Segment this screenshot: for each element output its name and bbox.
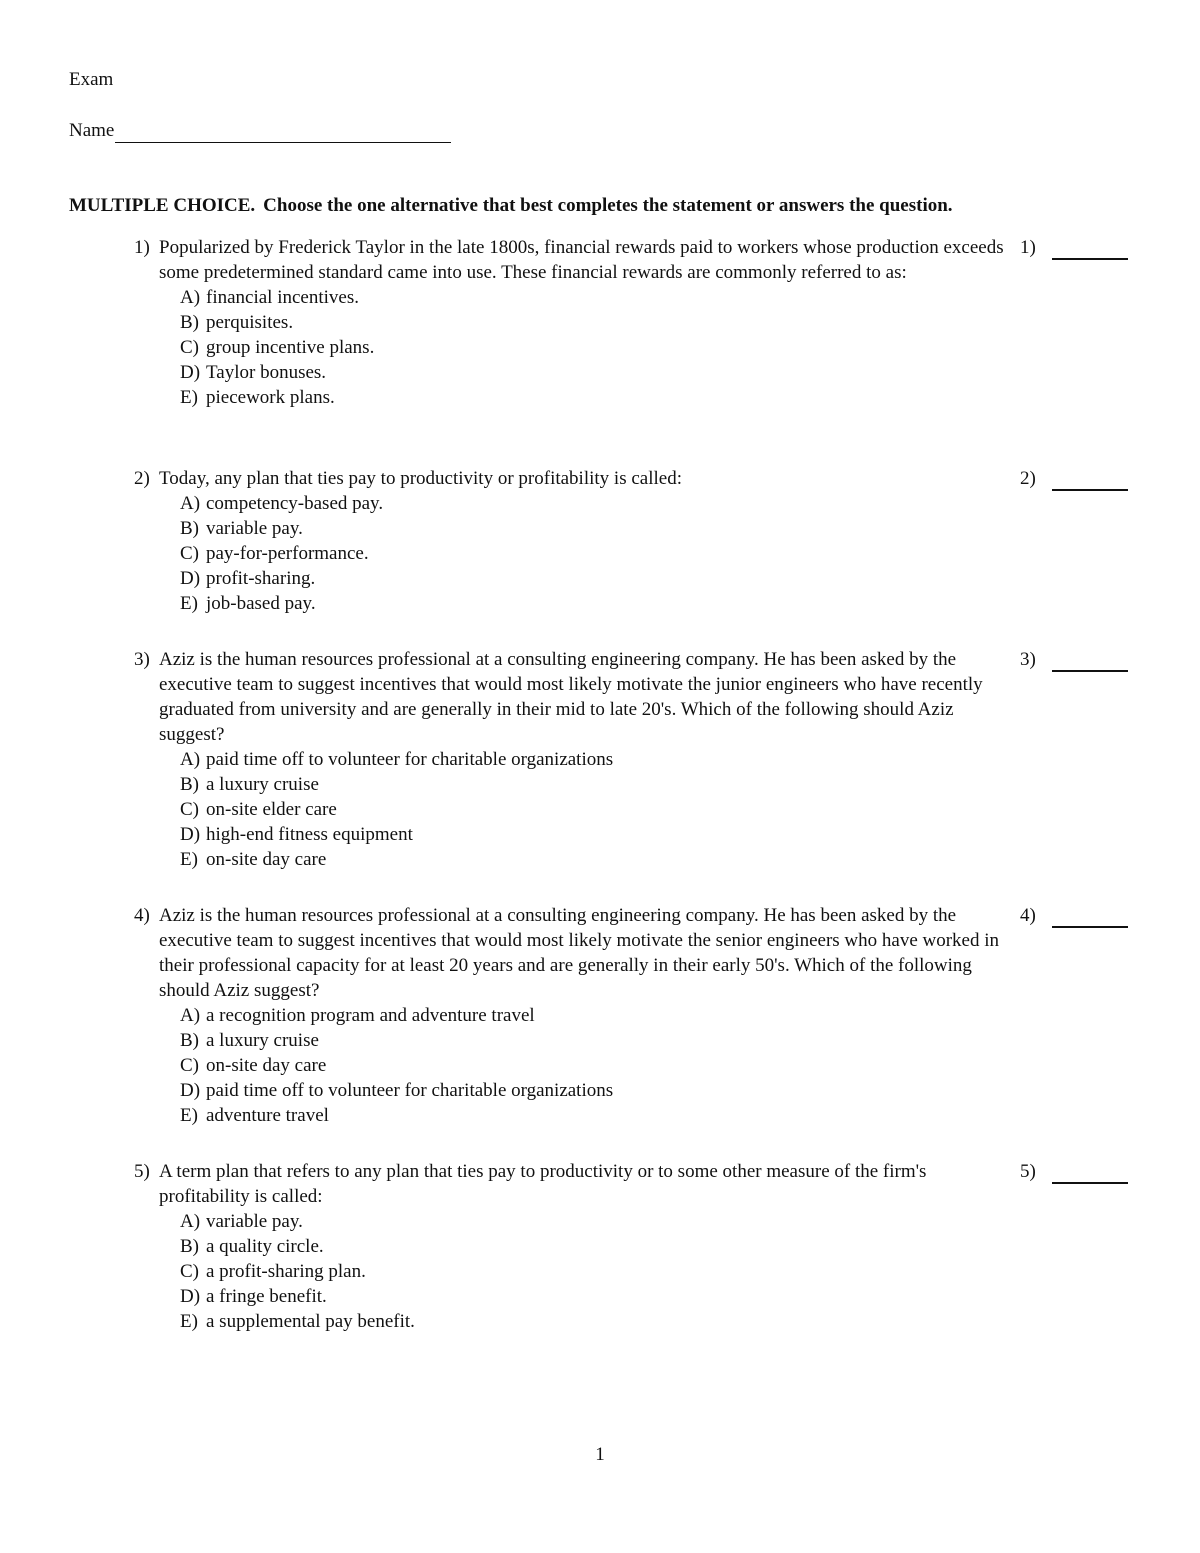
option-a[interactable] xyxy=(180,1003,1134,1028)
option-letter: A) xyxy=(180,493,201,514)
option-c[interactable] xyxy=(180,335,1134,360)
option-b[interactable] xyxy=(180,1234,1134,1259)
option-text: Taylor bonuses. xyxy=(206,362,327,383)
options-list xyxy=(180,747,1134,872)
option-letter: A) xyxy=(180,287,201,308)
option-text: variable pay. xyxy=(206,1211,303,1232)
question-5-stem xyxy=(134,1159,1019,1209)
option-letter: C) xyxy=(180,543,199,564)
option-e[interactable] xyxy=(180,385,1134,410)
option-text: paid time off to volunteer for charitable organizations xyxy=(206,749,614,770)
option-e[interactable] xyxy=(180,1103,1134,1128)
option-letter: C) xyxy=(180,337,199,358)
instructions xyxy=(69,193,953,218)
option-c[interactable] xyxy=(180,1053,1134,1078)
answer-slot-number: 4) xyxy=(1020,905,1036,926)
option-d[interactable] xyxy=(180,1284,1134,1309)
answer-slot-4[interactable] xyxy=(1020,903,1130,928)
option-text: competency-based pay. xyxy=(206,493,384,514)
option-letter: B) xyxy=(180,774,199,795)
options-list xyxy=(180,285,1134,410)
exam-title: Exam xyxy=(69,69,114,90)
option-letter: E) xyxy=(180,593,198,614)
answer-slot-3[interactable] xyxy=(1020,647,1130,672)
question-3-stem xyxy=(134,647,1019,747)
question-1-stem xyxy=(134,235,1019,285)
question-text: Aziz is the human resources professional at a consulting engineering company. He has been asked by the executive team to suggest incentives that would most likely motivate the senior engineers who have worked in their professional capacity for at least 20 years and are generally in their early 50's. Which of the following should Aziz suggest? xyxy=(159,905,1000,1001)
option-letter: E) xyxy=(180,387,198,408)
option-text: perquisites. xyxy=(206,312,294,333)
instructions-lead: MULTIPLE CHOICE. xyxy=(69,195,256,216)
option-text: profit-sharing. xyxy=(206,568,316,589)
options-list xyxy=(180,1003,1134,1128)
option-a[interactable] xyxy=(180,747,1134,772)
option-c[interactable] xyxy=(180,541,1134,566)
option-letter: C) xyxy=(180,799,199,820)
question-3 xyxy=(134,647,1134,872)
option-letter: A) xyxy=(180,749,201,770)
option-d[interactable] xyxy=(180,822,1134,847)
options-list xyxy=(180,491,1134,616)
option-text: high-end fitness equipment xyxy=(206,824,413,845)
option-c[interactable] xyxy=(180,797,1134,822)
name-label: Name xyxy=(69,120,115,141)
option-text: on-site day care xyxy=(206,1055,327,1076)
option-letter: E) xyxy=(180,1105,198,1126)
question-number: 4) xyxy=(134,905,150,926)
option-text: piecework plans. xyxy=(206,387,335,408)
option-letter: A) xyxy=(180,1211,201,1232)
question-text: Popularized by Frederick Taylor in the late 1800s, financial rewards paid to workers whose production exceeds some predetermined standard came into use. These financial rewards are commonly referred to as: xyxy=(159,237,1004,283)
option-letter: B) xyxy=(180,1236,199,1257)
question-text: A term plan that refers to any plan that ties pay to productivity or to some other measure of the firm's profitability is called: xyxy=(159,1161,927,1207)
option-a[interactable] xyxy=(180,1209,1134,1234)
answer-slot-5[interactable] xyxy=(1020,1159,1130,1184)
option-letter: E) xyxy=(180,1311,198,1332)
option-text: financial incentives. xyxy=(206,287,359,308)
option-text: job-based pay. xyxy=(206,593,316,614)
option-c[interactable] xyxy=(180,1259,1134,1284)
option-b[interactable] xyxy=(180,1028,1134,1053)
option-e[interactable] xyxy=(180,847,1134,872)
question-2 xyxy=(134,466,1134,616)
option-text: a profit-sharing plan. xyxy=(206,1261,366,1282)
option-b[interactable] xyxy=(180,772,1134,797)
option-text: a fringe benefit. xyxy=(206,1286,327,1307)
option-text: variable pay. xyxy=(206,518,303,539)
option-text: group incentive plans. xyxy=(206,337,375,358)
question-text: Aziz is the human resources professional at a consulting engineering company. He has been asked by the executive team to suggest incentives that would most likely motivate the junior engineers who have recently graduated from university and are generally in their mid to late 20's. Which of the following should Aziz suggest? xyxy=(159,649,983,745)
option-letter: D) xyxy=(180,824,201,845)
question-text: Today, any plan that ties pay to productivity or profitability is called: xyxy=(159,468,682,489)
option-text: on-site day care xyxy=(206,849,327,870)
option-text: a supplemental pay benefit. xyxy=(206,1311,415,1332)
answer-blank-line[interactable] xyxy=(1052,911,1128,928)
option-letter: E) xyxy=(180,849,198,870)
option-letter: B) xyxy=(180,1030,199,1051)
question-number: 1) xyxy=(134,237,150,258)
page-number: 1 xyxy=(595,1444,605,1465)
option-letter: A) xyxy=(180,1005,201,1026)
question-number: 2) xyxy=(134,468,150,489)
option-letter: B) xyxy=(180,312,199,333)
option-text: a quality circle. xyxy=(206,1236,324,1257)
option-a[interactable] xyxy=(180,491,1134,516)
option-d[interactable] xyxy=(180,1078,1134,1103)
option-letter: D) xyxy=(180,568,201,589)
option-letter: D) xyxy=(180,362,201,383)
answer-slot-2[interactable] xyxy=(1020,466,1130,491)
option-letter: C) xyxy=(180,1261,199,1282)
option-d[interactable] xyxy=(180,360,1134,385)
option-a[interactable] xyxy=(180,285,1134,310)
answer-slot-number: 2) xyxy=(1020,468,1036,489)
option-text: pay-for-performance. xyxy=(206,543,369,564)
question-number: 3) xyxy=(134,649,150,670)
question-4 xyxy=(134,903,1134,1128)
option-letter: D) xyxy=(180,1286,201,1307)
answer-blank-line[interactable] xyxy=(1052,655,1128,672)
name-field xyxy=(69,118,451,143)
answer-blank-line[interactable] xyxy=(1052,243,1128,260)
option-text: a luxury cruise xyxy=(206,1030,319,1051)
option-b[interactable] xyxy=(180,516,1134,541)
option-letter: D) xyxy=(180,1080,201,1101)
question-4-stem xyxy=(134,903,1019,1003)
option-text: adventure travel xyxy=(206,1105,329,1126)
instructions-text: Choose the one alternative that best completes the statement or answers the question. xyxy=(263,195,953,216)
question-1 xyxy=(134,235,1134,410)
answer-slot-1[interactable] xyxy=(1020,235,1130,260)
name-blank-line[interactable] xyxy=(115,124,451,143)
answer-blank-line[interactable] xyxy=(1052,1167,1128,1184)
option-letter: B) xyxy=(180,518,199,539)
option-e[interactable] xyxy=(180,591,1134,616)
option-text: on-site elder care xyxy=(206,799,337,820)
option-b[interactable] xyxy=(180,310,1134,335)
answer-blank-line[interactable] xyxy=(1052,474,1128,491)
option-text: paid time off to volunteer for charitable organizations xyxy=(206,1080,614,1101)
option-text: a luxury cruise xyxy=(206,774,319,795)
answer-slot-number: 3) xyxy=(1020,649,1036,670)
option-text: a recognition program and adventure travel xyxy=(206,1005,535,1026)
question-5 xyxy=(134,1159,1134,1334)
question-number: 5) xyxy=(134,1161,150,1182)
option-e[interactable] xyxy=(180,1309,1134,1334)
option-letter: C) xyxy=(180,1055,199,1076)
options-list xyxy=(180,1209,1134,1334)
question-2-stem xyxy=(134,466,1019,491)
answer-slot-number: 1) xyxy=(1020,237,1036,258)
option-d[interactable] xyxy=(180,566,1134,591)
answer-slot-number: 5) xyxy=(1020,1161,1036,1182)
